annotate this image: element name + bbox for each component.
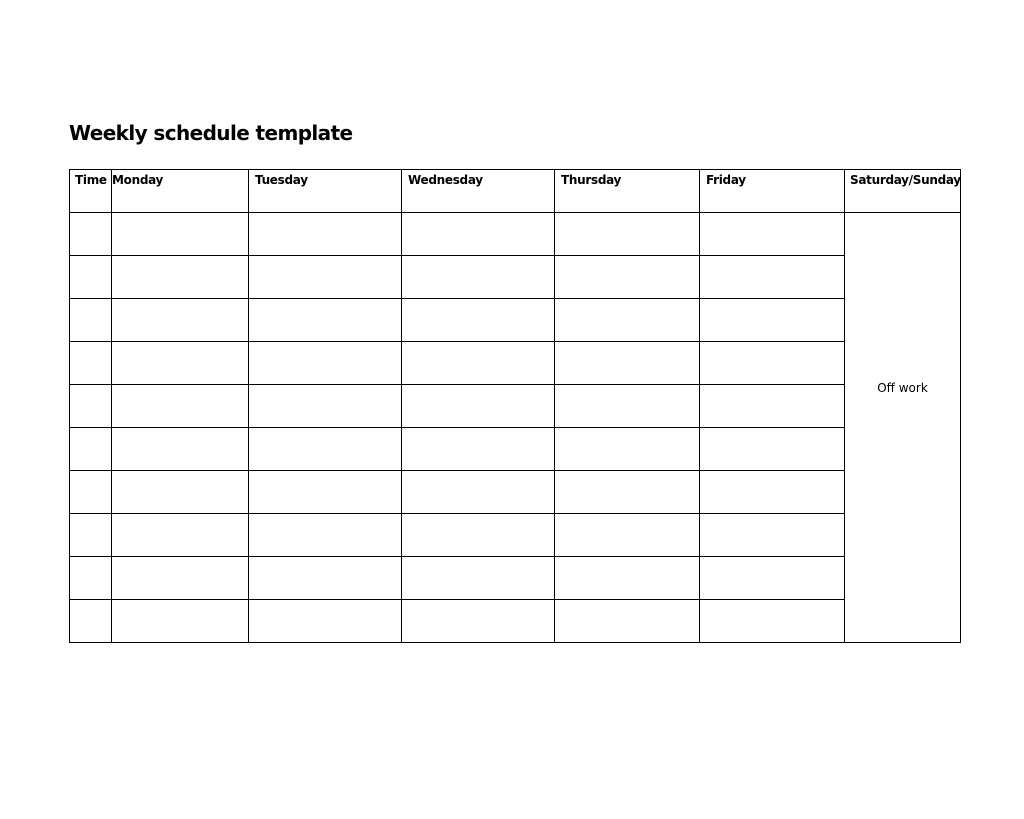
friday-cell[interactable] bbox=[700, 428, 845, 471]
tuesday-cell[interactable] bbox=[249, 213, 402, 256]
schedule-header bbox=[70, 170, 961, 213]
table-row bbox=[70, 600, 961, 643]
page-title: Weekly schedule template bbox=[69, 121, 353, 145]
header-wednesday-label: Wednesday bbox=[408, 173, 483, 187]
table-row bbox=[70, 385, 961, 428]
table-row bbox=[70, 428, 961, 471]
tuesday-cell[interactable] bbox=[249, 256, 402, 299]
header-monday bbox=[112, 170, 249, 213]
table-row bbox=[70, 256, 961, 299]
header-thursday-label: Thursday bbox=[561, 173, 622, 187]
thursday-cell[interactable] bbox=[555, 342, 700, 385]
time-cell[interactable] bbox=[70, 557, 112, 600]
time-cell[interactable] bbox=[70, 342, 112, 385]
tuesday-cell[interactable] bbox=[249, 600, 402, 643]
header-time-label: Time bbox=[75, 173, 107, 187]
table-row bbox=[70, 514, 961, 557]
thursday-cell[interactable] bbox=[555, 471, 700, 514]
monday-cell[interactable] bbox=[112, 514, 249, 557]
header-thursday bbox=[555, 170, 700, 213]
table-row bbox=[70, 299, 961, 342]
header-weekend-label: Saturday/Sunday bbox=[850, 173, 961, 187]
thursday-cell[interactable] bbox=[555, 213, 700, 256]
weekend-note: Off work bbox=[877, 381, 928, 395]
monday-cell[interactable] bbox=[112, 213, 249, 256]
time-cell[interactable] bbox=[70, 256, 112, 299]
tuesday-cell[interactable] bbox=[249, 342, 402, 385]
monday-cell[interactable] bbox=[112, 557, 249, 600]
schedule-body bbox=[70, 213, 961, 643]
tuesday-cell[interactable] bbox=[249, 385, 402, 428]
table-row bbox=[70, 342, 961, 385]
tuesday-cell[interactable] bbox=[249, 428, 402, 471]
tuesday-cell[interactable] bbox=[249, 514, 402, 557]
friday-cell[interactable] bbox=[700, 213, 845, 256]
wednesday-cell[interactable] bbox=[402, 213, 555, 256]
header-wednesday bbox=[402, 170, 555, 213]
header-time bbox=[70, 170, 112, 213]
table-row bbox=[70, 213, 961, 256]
thursday-cell[interactable] bbox=[555, 600, 700, 643]
table-row bbox=[70, 471, 961, 514]
time-cell[interactable] bbox=[70, 299, 112, 342]
weekly-schedule-table bbox=[69, 169, 961, 643]
monday-cell[interactable] bbox=[112, 299, 249, 342]
header-friday bbox=[700, 170, 845, 213]
time-cell[interactable] bbox=[70, 213, 112, 256]
tuesday-cell[interactable] bbox=[249, 471, 402, 514]
header-monday-label: Monday bbox=[112, 173, 164, 187]
time-cell[interactable] bbox=[70, 385, 112, 428]
header-tuesday bbox=[249, 170, 402, 213]
tuesday-cell[interactable] bbox=[249, 557, 402, 600]
header-friday-label: Friday bbox=[706, 173, 746, 187]
thursday-cell[interactable] bbox=[555, 557, 700, 600]
friday-cell[interactable] bbox=[700, 514, 845, 557]
friday-cell[interactable] bbox=[700, 471, 845, 514]
header-weekend bbox=[845, 170, 961, 213]
wednesday-cell[interactable] bbox=[402, 600, 555, 643]
wednesday-cell[interactable] bbox=[402, 514, 555, 557]
thursday-cell[interactable] bbox=[555, 428, 700, 471]
thursday-cell[interactable] bbox=[555, 299, 700, 342]
header-tuesday-label: Tuesday bbox=[255, 173, 308, 187]
weekend-cell bbox=[845, 213, 961, 643]
time-cell[interactable] bbox=[70, 514, 112, 557]
wednesday-cell[interactable] bbox=[402, 428, 555, 471]
monday-cell[interactable] bbox=[112, 600, 249, 643]
monday-cell[interactable] bbox=[112, 385, 249, 428]
monday-cell[interactable] bbox=[112, 471, 249, 514]
time-cell[interactable] bbox=[70, 600, 112, 643]
time-cell[interactable] bbox=[70, 428, 112, 471]
friday-cell[interactable] bbox=[700, 600, 845, 643]
wednesday-cell[interactable] bbox=[402, 256, 555, 299]
wednesday-cell[interactable] bbox=[402, 557, 555, 600]
thursday-cell[interactable] bbox=[555, 256, 700, 299]
wednesday-cell[interactable] bbox=[402, 471, 555, 514]
monday-cell[interactable] bbox=[112, 256, 249, 299]
friday-cell[interactable] bbox=[700, 557, 845, 600]
friday-cell[interactable] bbox=[700, 256, 845, 299]
wednesday-cell[interactable] bbox=[402, 342, 555, 385]
monday-cell[interactable] bbox=[112, 342, 249, 385]
header-row bbox=[70, 170, 961, 213]
table-row bbox=[70, 557, 961, 600]
thursday-cell[interactable] bbox=[555, 514, 700, 557]
tuesday-cell[interactable] bbox=[249, 299, 402, 342]
friday-cell[interactable] bbox=[700, 299, 845, 342]
time-cell[interactable] bbox=[70, 471, 112, 514]
thursday-cell[interactable] bbox=[555, 385, 700, 428]
friday-cell[interactable] bbox=[700, 342, 845, 385]
wednesday-cell[interactable] bbox=[402, 299, 555, 342]
wednesday-cell[interactable] bbox=[402, 385, 555, 428]
friday-cell[interactable] bbox=[700, 385, 845, 428]
monday-cell[interactable] bbox=[112, 428, 249, 471]
